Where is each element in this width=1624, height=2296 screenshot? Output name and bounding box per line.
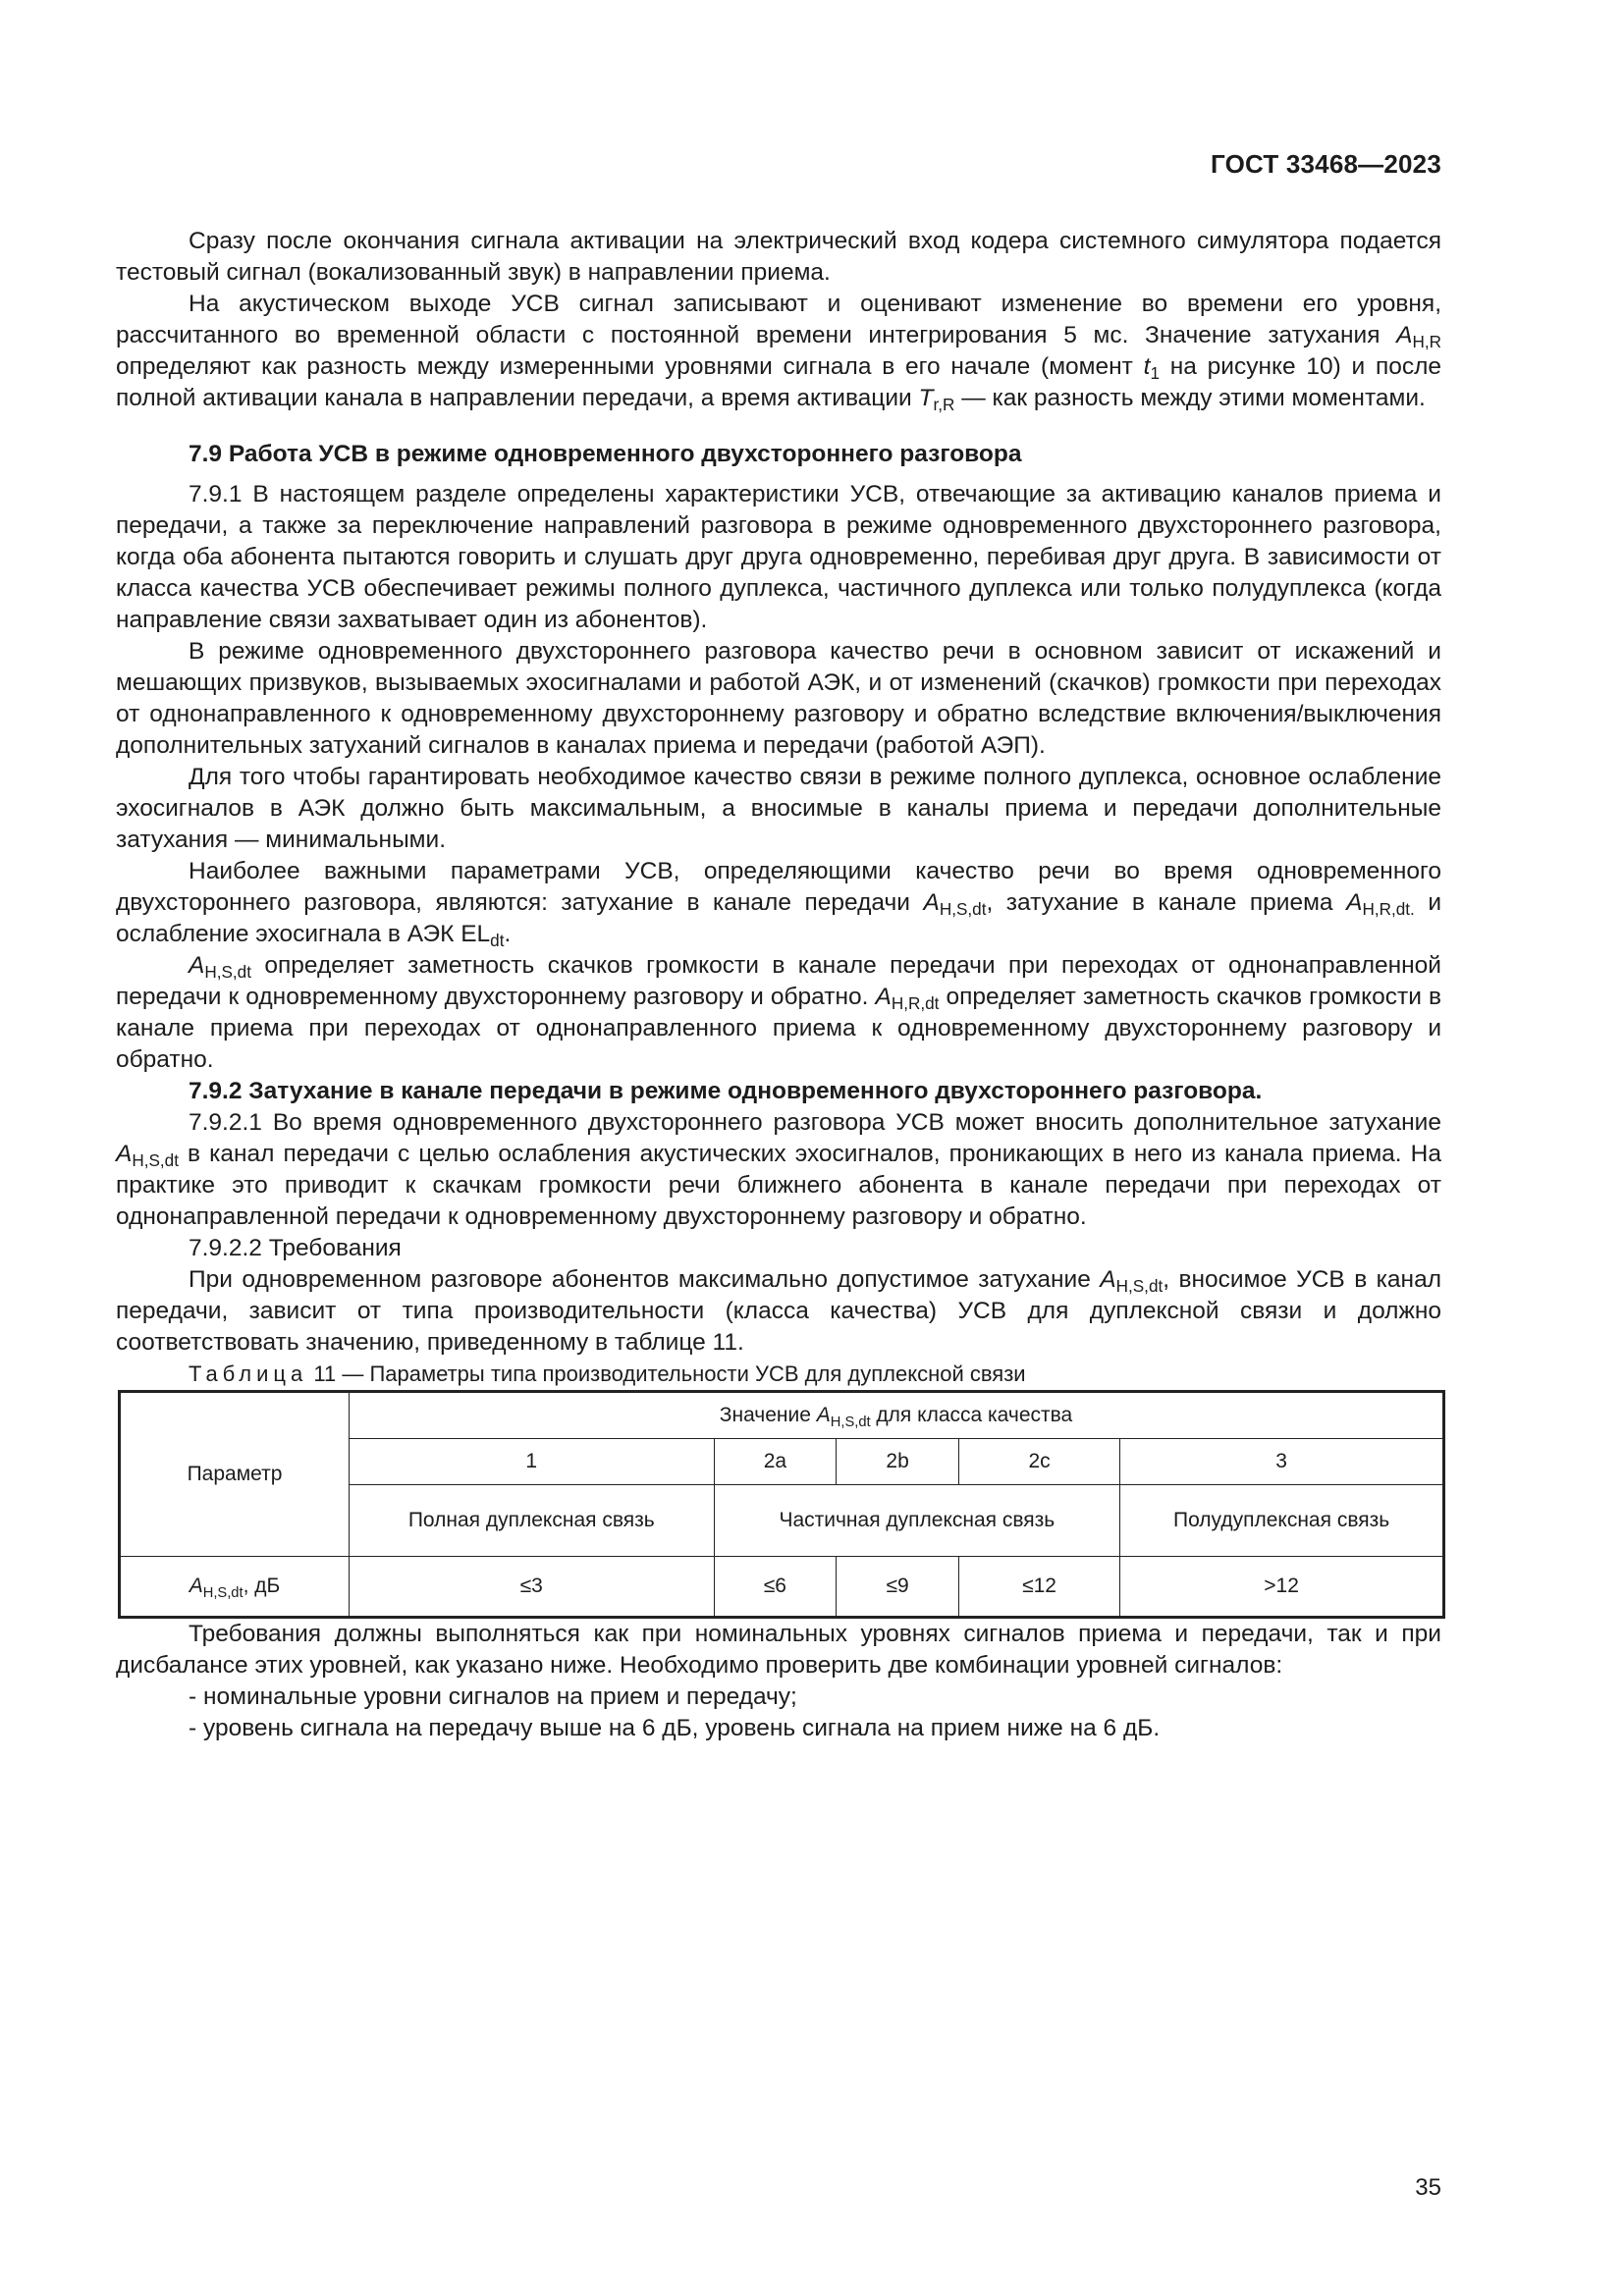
paragraph: При одновременном разговоре абонентов максимально допустимое затухание $A_{H,S,dt}$, вносимое УСВ в канал передачи, зависит от типа производительности (класса качества) УСВ для дуплексной связи и должно соответствовать значению, приведенному в таблице 11. [116, 1266, 1441, 1356]
section-heading-7-9-2: 7.9.2 Затухание в канале передачи в режиме одновременного двухстороннего разговора. [189, 1078, 1263, 1104]
parameters-table [118, 1390, 1445, 1619]
paragraph: 7.9.2.1 Во время одновременного двухстороннего разговора УСВ может вносить дополнительное затухание $A_{H,S,dt}$ в канал передачи с целью ослабления акустических эхосигналов, проникающих в него из канала приема. На практике это приводит к скачкам громкости речи ближнего абонента в канале передачи при переходах от однонаправленной передачи к одновременному двухстороннему разговору и обратно. [116, 1109, 1441, 1230]
duplex-type-cell: Полная дуплексная связь [350, 1485, 715, 1557]
class-header-cell: 3 [1120, 1439, 1444, 1485]
table-caption: Таблица 11 — Параметры типа производительности УСВ для дуплексной связи [189, 1362, 1026, 1386]
subsection-label: 7.9.2.2 Требования [189, 1235, 402, 1261]
page-content [116, 226, 1441, 1744]
param-header-cell: Параметр [120, 1392, 350, 1557]
row-label-cell: $A_{H,S,dt}$, дБ [120, 1557, 350, 1618]
duplex-type-cell: Частичная дуплексная связь [714, 1485, 1120, 1557]
class-header-cell: 2a [714, 1439, 837, 1485]
class-header-cell: 2c [958, 1439, 1119, 1485]
paragraph: Для того чтобы гарантировать необходимое качество связи в режиме полного дуплекса, основное ослабление эхосигналов в АЭК должно быть максимальным, а вносимые в каналы приема и передачи дополнительные затухания — минимальными. [116, 764, 1441, 853]
value-cell: ≤9 [837, 1557, 959, 1618]
value-cell: >12 [1120, 1557, 1444, 1618]
value-cell: ≤6 [714, 1557, 837, 1618]
group-header-cell: Значение $A_{H,S,dt}$ для класса качества [350, 1392, 1444, 1439]
paragraph: $A_{H,S,dt}$ определяет заметность скачков громкости в канале передачи при переходах от однонаправленной передачи к одновременному двухстороннему разговору и обратно. $A_{H,R,dt}$ определяет заметность скачков громкости в канале приема при переходах от однонаправленного приема к одновременному двухстороннему разговору и обратно. [116, 952, 1441, 1073]
class-header-cell: 1 [350, 1439, 715, 1485]
paragraph: Требования должны выполняться как при номинальных уровнях сигналов приема и передачи, так и при дисбалансе этих уровней, как указано ниже. Необходимо проверить две комбинации уровней сигналов: [116, 1621, 1441, 1679]
paragraph: Сразу после окончания сигнала активации на электрический вход кодера системного симулятора подается тестовый сигнал (вокализованный звук) в направлении приема. [116, 228, 1441, 286]
paragraph: 7.9.1 В настоящем разделе определены характеристики УСВ, отвечающие за активацию каналов приема и передачи, а также за переключение направлений разговора в режиме одновременного двухстороннего разговора, когда оба абонента пытаются говорить и слушать друг друга одновременно, перебивая друг друга. В зависимости от класса качества УСВ обеспечивает режимы полного дуплекса, частичного дуплекса или только полудуплекса (когда направление связи захватывает один из абонентов). [116, 481, 1441, 633]
paragraph: В режиме одновременного двухстороннего разговора качество речи в основном зависит от искажений и мешающих призвуков, вызываемых эхосигналами и работой АЭК, и от изменений (скачков) громкости при переходах от однонаправленного к одновременному двухстороннему разговору и обратно вследствие включения/выключения дополнительных затуханий сигналов в каналах приема и передачи (работой АЭП). [116, 638, 1441, 759]
class-header-cell: 2b [837, 1439, 959, 1485]
list-item: - номинальные уровни сигналов на прием и передачу; [189, 1683, 797, 1710]
paragraph: На акустическом выходе УСВ сигнал записывают и оценивают изменение во времени его уровня, рассчитанного во временной области с постоянной времени интегрирования 5 мс. Значение затухания $A_{H,R}$ определяют как разность между измеренными уровнями сигнала в его начале (момент $t_1$ на рисунке 10) и после полной активации канала в направлении передачи, а время активации $T_{r,R}$ — как разность между этими моментами. [116, 291, 1442, 414]
list-item: - уровень сигнала на передачу выше на 6 дБ, уровень сигнала на прием ниже на 6 дБ. [189, 1715, 1161, 1741]
value-cell: ≤3 [350, 1557, 715, 1618]
duplex-type-cell: Полудуплексная связь [1120, 1485, 1444, 1557]
document-code-header: ГОСТ 33468—2023 [1211, 149, 1441, 179]
value-cell: ≤12 [958, 1557, 1119, 1618]
paragraph: Наиболее важными параметрами УСВ, определяющими качество речи во время одновременного двухстороннего разговора, являются: затухание в канале передачи $A_{H,S,dt}$, затухание в канале приема $A_{H,R,dt.}$ и ослабление эхосигнала в АЭК $EL_{dt}$. [116, 858, 1441, 950]
section-heading-7-9: 7.9 Работа УСВ в режиме одновременного двухстороннего разговора [189, 441, 1022, 467]
page-number: 35 [1415, 2174, 1441, 2201]
